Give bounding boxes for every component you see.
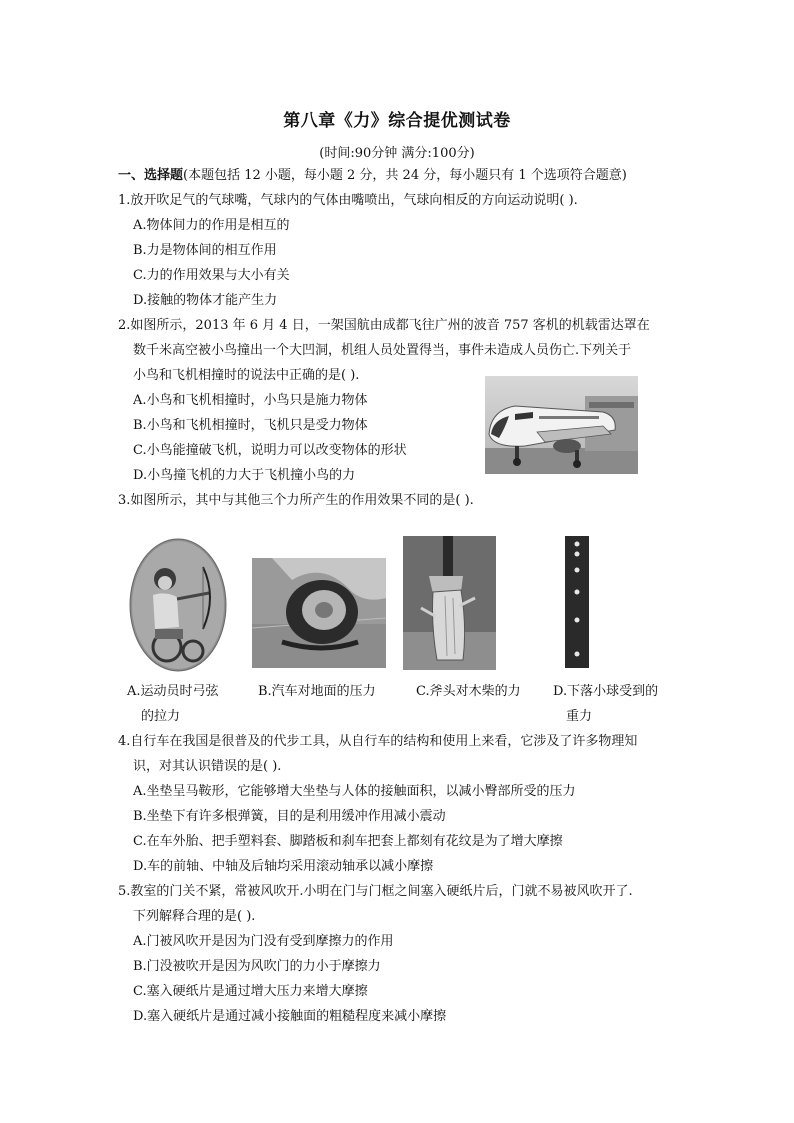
section-label: 一、选择题 <box>118 168 184 183</box>
exam-time-score: (时间:90分钟 满分:100分) <box>319 146 475 161</box>
section-description: (本题包括 12 小题，每小题 2 分，共 24 分，每小题只有 1 个选项符合题意) <box>183 168 627 183</box>
q1-option-a: A.物体间力的作用是相互的 <box>133 218 290 233</box>
axe-wood-photo <box>403 536 496 670</box>
section-heading <box>118 168 627 184</box>
q2-option-d: D.小鸟撞飞机的力大于飞机撞小鸟的力 <box>133 468 356 483</box>
page-title: 第八章《力》综合提优测试卷 <box>283 111 511 131</box>
q2-stem-line3: 小鸟和飞机相撞时的说法中正确的是( ). <box>133 368 360 383</box>
q5-option-c: C.塞入硬纸片是通过增大压力来增大摩擦 <box>133 984 368 999</box>
q2-option-b: B.小鸟和飞机相撞时，飞机只是受力物体 <box>133 418 368 433</box>
caption-b: B.汽车对地面的压力 <box>258 684 376 699</box>
q5-stem-line1: 5.教室的门关不紧，常被风吹开.小明在门与门框之间塞入硬纸片后，门就不易被风吹开了. <box>118 884 633 899</box>
q5-stem-line2: 下列解释合理的是( ). <box>133 909 256 924</box>
q5-option-d: D.塞入硬纸片是通过减小接触面的粗糙程度来减小摩擦 <box>133 1009 447 1024</box>
falling-ball-image <box>565 536 589 668</box>
q5-option-a: A.门被风吹开是因为门没有受到摩擦力的作用 <box>133 934 394 949</box>
archer-image <box>125 537 235 675</box>
q4-option-a: A.坐垫呈马鞍形，它能够增大坐垫与人体的接触面积，以减小臀部所受的压力 <box>133 784 576 799</box>
caption-c: C.斧头对木柴的力 <box>416 684 521 699</box>
axe-wood-image <box>403 536 496 670</box>
q4-stem-line2: 识，对其认识错误的是( ). <box>133 759 282 774</box>
q1-stem: 1.放开吹足气的气球嘴，气球内的气体由嘴喷出，气球向相反的方向运动说明( ). <box>118 193 578 208</box>
q2-stem-line1: 2.如图所示，2013 年 6 月 4 日，一架国航由成都飞往广州的波音 757 客机的机载雷达罩在 <box>118 318 650 333</box>
q1-option-c: C.力的作用效果与大小有关 <box>133 268 290 283</box>
q4-stem-line1: 4.自行车在我国是很普及的代步工具，从自行车的结构和使用上来看，它涉及了许多物理知 <box>118 734 638 749</box>
q3-stem: 3.如图所示，其中与其他三个力所产生的作用效果不同的是( ). <box>118 493 474 508</box>
q4-option-c: C.在车外胎、把手塑料套、脚踏板和刹车把套上都刻有花纹是为了增大摩擦 <box>133 834 563 849</box>
q2-option-a: A.小鸟和飞机相撞时，小鸟只是施力物体 <box>133 393 368 408</box>
q2-option-c: C.小鸟能撞破飞机，说明力可以改变物体的形状 <box>133 443 407 458</box>
caption-a-line1: A.运动员时弓弦 <box>127 684 219 699</box>
caption-d-line2: 重力 <box>566 709 593 724</box>
q5-option-b: B.门没被吹开是因为风吹门的力小于摩擦力 <box>133 959 381 974</box>
airplane-photo <box>485 376 638 474</box>
q1-option-d: D.接触的物体才能产生力 <box>133 293 278 308</box>
q4-option-d: D.车的前轴、中轴及后轴均采用滚动轴承以减小摩擦 <box>133 859 434 874</box>
car-tire-image <box>252 558 386 668</box>
caption-d-line1: D.下落小球受到的 <box>553 684 659 699</box>
caption-a-line2: 的拉力 <box>141 709 181 724</box>
falling-ball-photo <box>565 536 589 668</box>
archer-photo <box>125 537 235 675</box>
q4-option-b: B.坐垫下有许多根弹簧，目的是利用缓冲作用减小震动 <box>133 809 446 824</box>
q1-option-b: B.力是物体间的相互作用 <box>133 243 277 258</box>
q2-stem-line2: 数千米高空被小鸟撞出一个大凹洞，机组人员处置得当，事件未造成人员伤亡.下列关于 <box>133 343 632 358</box>
airplane-image <box>485 376 638 474</box>
car-tire-photo <box>252 558 386 668</box>
